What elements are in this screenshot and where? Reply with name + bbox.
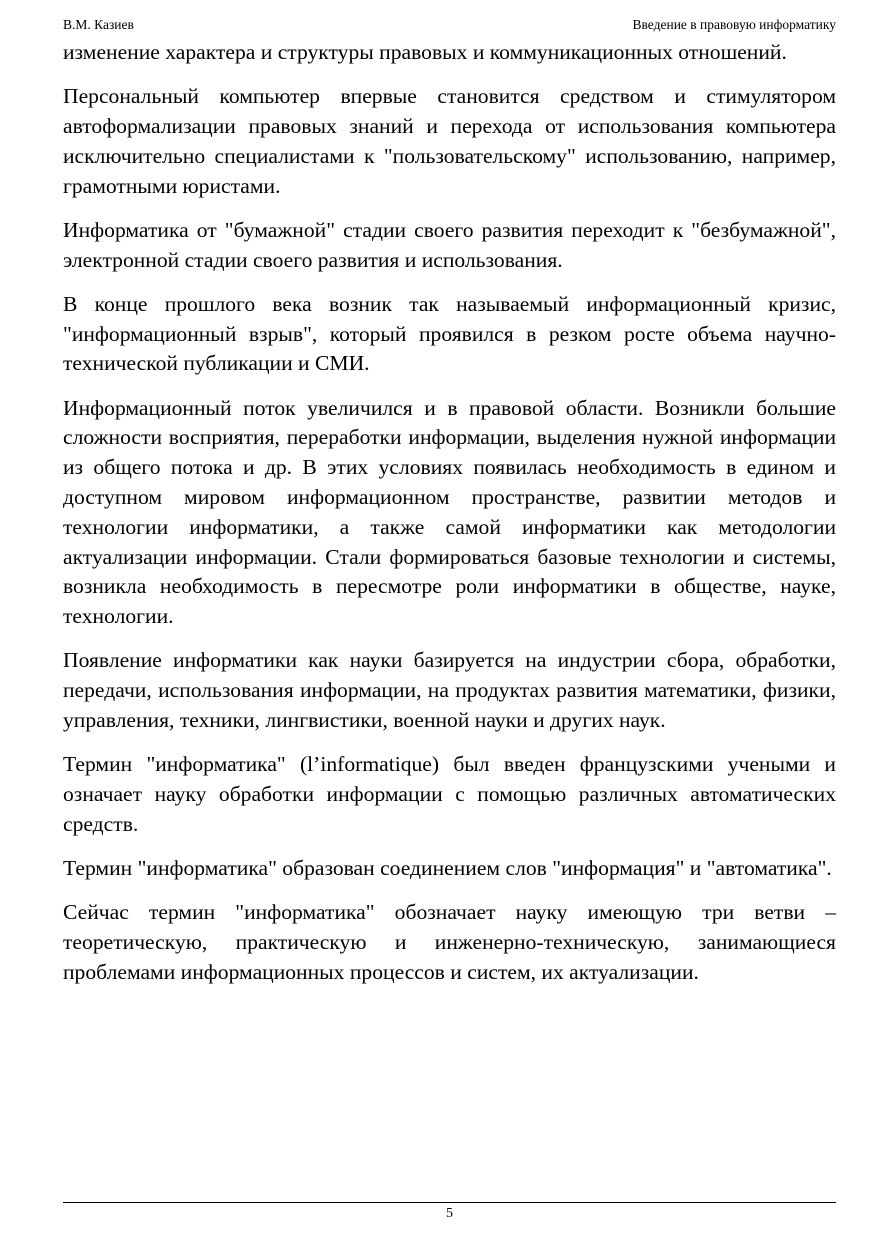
paragraph-5: Информационный поток увеличился и в правовой области. Возникли большие сложности восприятия, переработки информации, выделения нужной информации из общего потока и др. В этих условиях появилась необходимость в едином и доступном мировом информационном пространстве, развитии методов и технологии информатики, а также самой информатики как методологии актуализации информации. Стали формироваться базовые технологии и системы, возникла необходимость в пересмотре роли информатики в обществе, науке, технологии. <box>63 395 836 629</box>
paragraph-3: Информатика от "бумажной" стадии своего развития переходит к "безбумажной", электронной стадии своего развития и использования. <box>63 217 836 272</box>
paragraph-1: изменение характера и структуры правовых и коммуникационных отношений. <box>63 40 787 64</box>
paragraph-4: В конце прошлого века возник так называемый информационный кризис, "информационный взрыв", который проявился в резком росте объема научно-технической публикации и СМИ. <box>63 291 836 376</box>
paragraph-8: Термин "информатика" образован соединением слов "информация" и "автоматика". <box>63 855 832 880</box>
paragraph-2: Персональный компьютер впервые становится средством и стимулятором автоформализации правовых знаний и перехода от использования компьютера исключительно специалистами к "пользовательскому" использованию, например, грамотными юристами. <box>63 84 836 198</box>
footer-rule <box>63 1202 836 1203</box>
page-number: 5 <box>446 1206 453 1221</box>
running-header <box>63 16 836 36</box>
paragraph-9: Сейчас термин "информатика" обозначает науку имеющую три ветви – теоретическую, практическую и инженерно-техническую, занимающиеся проблемами информационных процессов и систем, их актуализации. <box>63 900 836 984</box>
header-book-title: Введение в правовую информатику <box>632 17 836 32</box>
body-text <box>63 38 836 1002</box>
header-author: В.М. Казиев <box>63 17 134 32</box>
paragraph-6: Появление информатики как науки базируется на индустрии сбора, обработки, передачи, использования информации, на продуктах развития математики, физики, управления, техники, лингвистики, военной науки и других наук. <box>63 648 836 732</box>
paragraph-7: Термин "информатика" (l’informatique) был введен французскими учеными и означает науку обработки информации с помощью различных автоматических средств. <box>63 752 836 836</box>
